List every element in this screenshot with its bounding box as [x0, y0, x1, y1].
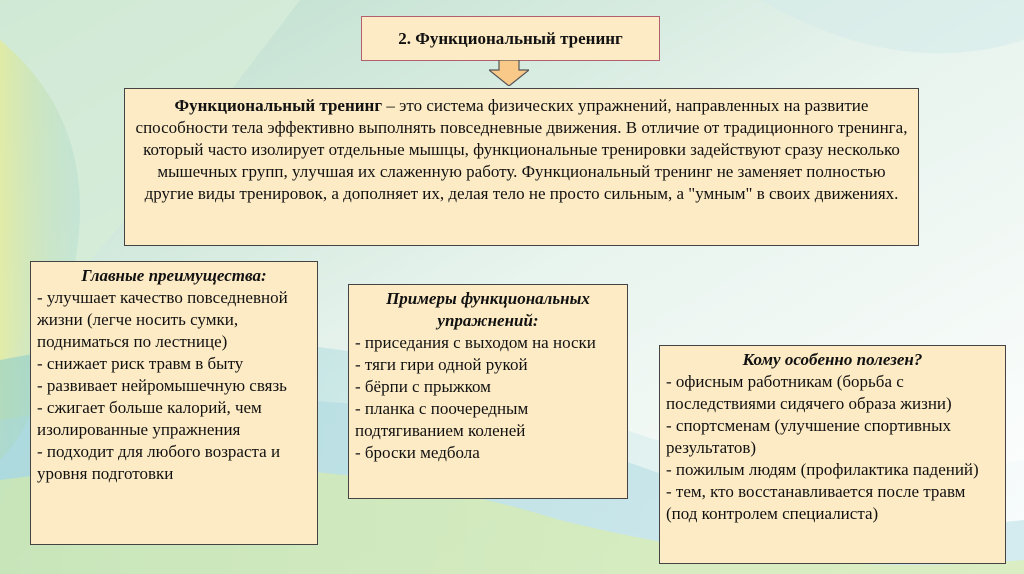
list-item: - пожилым людям (профилактика падений): [666, 460, 979, 479]
list-item: - снижает риск травм в быту: [37, 354, 244, 373]
list-item: - подходит для любого возраста и уровня подготовки: [37, 442, 281, 483]
list-item: - тем, кто восстанавливается после травм (под контролем специалиста): [666, 482, 966, 523]
list-item: - сжигает больше калорий, чем изолированные упражнения: [37, 398, 262, 439]
audience-heading: Кому особенно полезен?: [742, 350, 923, 369]
list-item: - спортсменам (улучшение спортивных результатов): [666, 416, 952, 457]
list-item: - бёрпи с прыжком: [355, 377, 491, 396]
list-item: - офисным работникам (борьба с последствиями сидячего образа жизни): [666, 372, 952, 413]
definition-box: [124, 88, 919, 246]
page-title: 2. Функциональный тренинг: [398, 28, 623, 48]
examples-heading: Примеры функциональных упражнений:: [386, 289, 590, 330]
list-item: - планка с поочередным подтягиванием коленей: [355, 399, 529, 440]
list-item: - улучшает качество повседневной жизни (легче носить сумки, подниматься по лестнице): [37, 288, 288, 351]
list-item: - броски медбола: [355, 443, 480, 462]
definition-term: Функциональный тренинг: [174, 96, 383, 115]
examples-box: [348, 284, 628, 499]
definition-text: – это система физических упражнений, направленных на развитие способности тела эффективно выполнять повседневные движения. В отличие от традиционного тренинга, который часто изолирует отдельные мышцы, функциональные тренировки задействуют сразу несколько мышечных групп, улучшая их слаженную работу. Функциональный тренинг не заменяет полностью другие виды тренировок, а дополняет их, делая тело не просто сильным, а "умным" в своих движениях.: [135, 96, 908, 203]
advantages-box: [30, 261, 318, 545]
list-item: - тяги гири одной рукой: [355, 355, 528, 374]
list-item: - приседания с выходом на носки: [355, 333, 596, 352]
list-item: - развивает нейромышечную связь: [37, 376, 287, 395]
down-arrow-icon: [489, 60, 529, 86]
title-box: [361, 16, 660, 61]
audience-box: [659, 345, 1006, 564]
advantages-heading: Главные преимущества:: [81, 266, 267, 285]
